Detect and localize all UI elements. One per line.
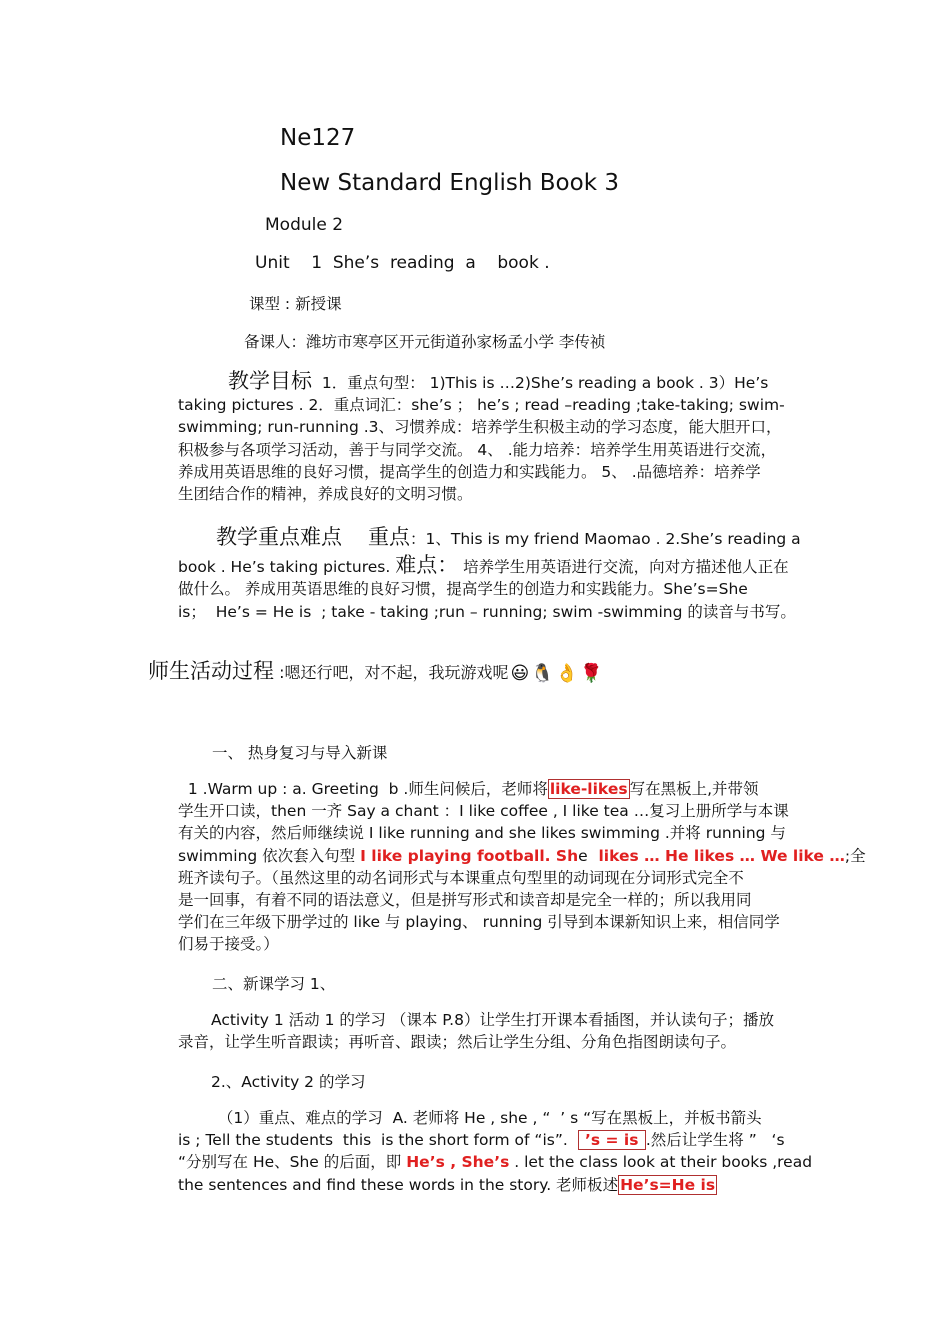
section2-title: 二、新课学习 1、 bbox=[212, 975, 336, 993]
k-line-2b: .然后让学生将 ” ‘s bbox=[645, 1131, 785, 1150]
activity2-block bbox=[178, 1107, 813, 1196]
difficulty-label: 难点： bbox=[395, 553, 459, 578]
like-likes-box: like-likes bbox=[549, 780, 628, 798]
keypoints-line-4: is； He’s = He is ; take - taking ;run – running; swim -swimming 的读音与书写。 bbox=[178, 602, 796, 621]
s1-line-4a: swimming 依次套入句型 bbox=[178, 846, 361, 865]
s1-line-1b: 写在黑板上,并带领 bbox=[629, 780, 759, 798]
hes-shes: He’s , She’s bbox=[406, 1153, 510, 1172]
a1-line-1: Activity 1 活动 1 的学习 （课本 P.8）让学生打开课本看插图，并认读句子；播放 bbox=[211, 1011, 774, 1029]
unit-title: Unit 1 She’s reading a book . bbox=[255, 253, 550, 273]
k-line-3b: . let the class look at their books ,read bbox=[509, 1153, 813, 1172]
book-title: New Standard English Book 3 bbox=[280, 170, 619, 196]
process-heading: 师生活动过程 bbox=[148, 659, 274, 683]
preparer: 备课人：潍坊市寒亭区开元街道孙家杨孟小学 李传祯 bbox=[244, 333, 606, 351]
goals-block bbox=[178, 370, 808, 505]
k-line-4a: the sentences and find these words in the story. 老师板述 bbox=[178, 1175, 619, 1194]
k-line-1: （1）重点、难点的学习 A. 老师将 He , she , “ ’ s “写在黑板上，并板书箭头 bbox=[208, 1109, 762, 1127]
focus-label: 重点 bbox=[368, 525, 410, 549]
s1-line-4e: e bbox=[578, 846, 588, 865]
hes-he-is-box: He’s=He is bbox=[620, 1175, 716, 1194]
process-remark: :嗯还行吧，对不起，我玩游戏呢 bbox=[274, 663, 509, 682]
s1-line-5: 班齐读句子。（虽然这里的动名词形式与本课重点句型里的动词现在分词形式完全不 bbox=[178, 868, 744, 887]
section1-body bbox=[178, 778, 866, 956]
s1-line-4b: ;全 bbox=[844, 846, 866, 865]
activity1-block bbox=[178, 1009, 808, 1053]
goals-heading: 教学目标 bbox=[228, 369, 312, 393]
k-line-3a: “分别写在 He、She 的后面，即 bbox=[178, 1153, 407, 1172]
difficulty-text: 培养学生用英语进行交流，向对方描述他人正在 bbox=[458, 558, 789, 577]
keypoints-heading: 教学重点难点 bbox=[216, 525, 342, 549]
s-equals-is-box: ’s = is bbox=[579, 1131, 644, 1150]
rose-icon: 🌹 bbox=[580, 663, 603, 684]
k-line-2a: is ; Tell the students this is the short form of “is”. bbox=[178, 1131, 578, 1150]
goals-line-6: 生团结合作的精神，养成良好的文明习惯。 bbox=[178, 485, 473, 504]
doc-code: Ne127 bbox=[280, 125, 356, 151]
s1-line-1a: 1 .Warm up : a. Greeting b .师生问候后，老师将 bbox=[178, 780, 548, 798]
section1-title: 一、 热身复习与导入新课 bbox=[212, 744, 388, 762]
s1-line-7: 学们在三年级下册学过的 like 与 playing、 running 引导到本课新知识上来，相信同学 bbox=[178, 913, 780, 932]
sentence-pattern-1: I like playing football. Sh bbox=[360, 846, 579, 865]
goals-line-4: 积极参与各项学习活动，善于与同学交流。 4、 .能力培养：培养学生用英语进行交流， bbox=[178, 440, 777, 459]
goals-line-2: taking pictures . 2．重点词汇：she’s ； he’s ; read –reading ;take-taking; swim- bbox=[178, 396, 785, 415]
s1-line-8: 们易于接受。） bbox=[178, 935, 279, 954]
goals-line-1: 1．重点句型： 1)This is …2)She’s reading a book . 3）He’s bbox=[312, 374, 769, 392]
a1-line-2: 录音，让学生听音跟读；再听音、跟读；然后让学生分组、分角色指图朗读句子。 bbox=[178, 1033, 737, 1052]
s1-line-6: 是一回事，有着不同的语法意义，但是拼写形式和读音却是完全一样的；所以我用同 bbox=[178, 891, 752, 910]
goals-line-5: 养成用英语思维的良好习惯，提高学生的创造力和实践能力。 5、 .品德培养：培养学 bbox=[178, 462, 761, 481]
keypoints-line-3: 做什么。 养成用英语思维的良好习惯，提高学生的创造力和实践能力。She’s=She bbox=[178, 580, 748, 599]
keypoints-block bbox=[178, 526, 808, 623]
penguin-icon: 🐧 bbox=[531, 663, 554, 684]
activity2-title: 2.、Activity 2 的学习 bbox=[211, 1073, 366, 1091]
module-label: Module 2 bbox=[265, 215, 344, 235]
s1-line-2: 学生开口读，then 一齐 Say a chant ：I like coffee , I like tea …复习上册所学与本课 bbox=[178, 802, 789, 821]
keypoints-line-2a: book . He’s taking pictures. bbox=[178, 558, 396, 577]
lesson-type: 课型 : 新授课 bbox=[249, 295, 342, 313]
focus-text: ：1、This is my friend Maomao . 2.She’s reading a bbox=[410, 530, 801, 548]
smiley-icon: 😃 bbox=[510, 663, 530, 684]
ok-hand-icon: 👌 bbox=[555, 663, 579, 684]
s1-line-3: 有关的内容，然后师继续说 I like running and she likes swimming .并将 running 与 bbox=[178, 824, 786, 843]
sentence-pattern-2: likes … He likes … We like … bbox=[587, 846, 845, 865]
process-heading-row bbox=[148, 655, 603, 685]
goals-line-3: swimming; run-running .3、习惯养成：培养学生积极主动的学习态度，能大胆开口， bbox=[178, 418, 782, 437]
